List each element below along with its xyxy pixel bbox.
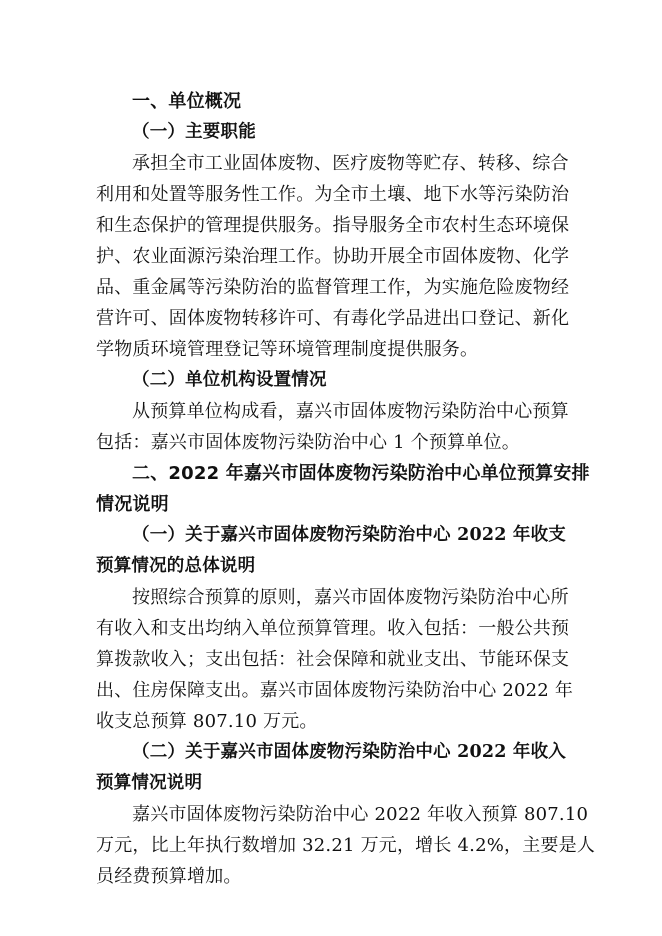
paragraph-line: 包括：嘉兴市固体废物污染防治中心 1 个预算单位。 bbox=[96, 432, 520, 453]
heading-line: （一）关于嘉兴市固体废物污染防治中心 2022 年收支 bbox=[132, 525, 566, 545]
paragraph-line: 按照综合预算的原则，嘉兴市固体废物污染防治中心所 bbox=[132, 587, 569, 608]
heading-line: 预算情况的总体说明 bbox=[96, 556, 256, 576]
paragraph-line: 员经费预算增加。 bbox=[96, 866, 242, 887]
paragraph-line: 收支总预算 807.10 万元。 bbox=[96, 711, 318, 732]
section2-heading bbox=[96, 458, 590, 520]
paragraph-line: 利用和处置等服务性工作。为全市土壤、地下水等污染防治 bbox=[96, 184, 570, 205]
paragraph-line: 营许可、固体废物转移许可、有毒化学品进出口登记、新化 bbox=[96, 308, 570, 329]
paragraph-line: 万元，比上年执行数增加 32.21 万元，增长 4.2%，主要是人 bbox=[96, 835, 596, 856]
paragraph-line: 承担全市工业固体废物、医疗废物等贮存、转移、综合 bbox=[132, 153, 569, 174]
paragraph-line: 学物质环境管理登记等环境管理制度提供服务。 bbox=[96, 339, 479, 360]
paragraph-line: 算拨款收入；支出包括：社会保障和就业支出、节能环保支 bbox=[96, 649, 570, 670]
section2-para2 bbox=[96, 799, 596, 892]
paragraph-line: 嘉兴市固体废物污染防治中心 2022 年收入预算 807.10 bbox=[132, 804, 589, 825]
paragraph-line: 从预算单位构成看，嘉兴市固体废物污染防治中心预算 bbox=[132, 401, 569, 422]
section1-heading: 一、单位概况 bbox=[132, 91, 242, 112]
section1-para1 bbox=[96, 148, 570, 365]
section1-para2 bbox=[96, 396, 569, 458]
heading-line: 预算情况说明 bbox=[96, 773, 203, 793]
paragraph-line: 护、农业面源污染治理工作。协助开展全市固体废物、化学 bbox=[96, 246, 570, 267]
paragraph-line: 有收入和支出均纳入单位预算管理。收入包括：一般公共预 bbox=[96, 618, 570, 639]
paragraph-line: 和生态保护的管理提供服务。指导服务全市农村生态环境保 bbox=[96, 215, 570, 236]
section2-sub2-heading bbox=[96, 737, 566, 799]
section1-sub1-heading: （一）主要职能 bbox=[132, 122, 256, 142]
section2-para1 bbox=[96, 582, 574, 737]
heading-line: 二、2022 年嘉兴市固体废物污染防治中心单位预算安排 bbox=[132, 463, 590, 484]
section1-sub2-heading: （二）单位机构设置情况 bbox=[132, 370, 327, 390]
section2-sub1-heading bbox=[96, 520, 566, 582]
heading-line: 情况说明 bbox=[96, 494, 169, 515]
document-page bbox=[96, 86, 596, 892]
paragraph-line: 品、重金属等污染防治的监督管理工作，为实施危险废物经 bbox=[96, 277, 570, 298]
heading-line: （二）关于嘉兴市固体废物污染防治中心 2022 年收入 bbox=[132, 742, 566, 762]
paragraph-line: 出、住房保障支出。嘉兴市固体废物污染防治中心 2022 年 bbox=[96, 680, 574, 701]
